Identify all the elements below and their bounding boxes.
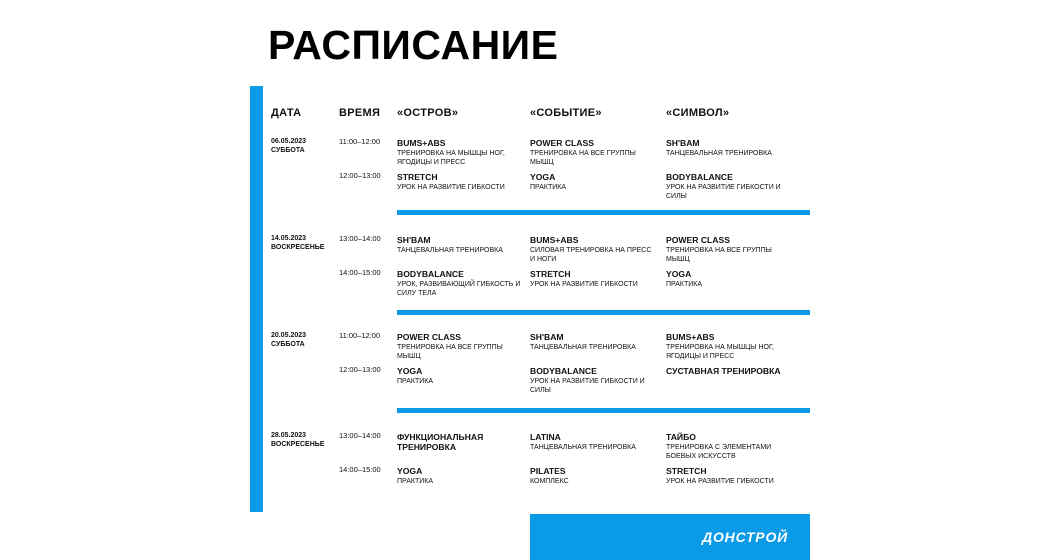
- class-cell: [397, 172, 525, 193]
- class-title: SH'BAM: [530, 332, 564, 342]
- class-title: STRETCH: [666, 466, 707, 476]
- class-cell: [530, 366, 658, 395]
- class-title: ФУНКЦИОНАЛЬНАЯ ТРЕНИРОВКА: [397, 432, 484, 452]
- class-title: BODYBALANCE: [397, 269, 464, 279]
- class-cell: [666, 235, 794, 264]
- header-time: ВРЕМЯ: [339, 107, 381, 119]
- class-title: СУСТАВНАЯ ТРЕНИРОВКА: [666, 366, 781, 376]
- class-description: ПРАКТИКА: [666, 281, 703, 288]
- header-hall-sobytie: «СОБЫТИЕ»: [530, 107, 602, 119]
- date-value: 14.05.2023: [271, 235, 307, 242]
- header-date: ДАТА: [271, 107, 302, 119]
- accent-bar: [250, 86, 263, 512]
- class-cell: [397, 332, 525, 361]
- class-description: ТАНЦЕВАЛЬНАЯ ТРЕНИРОВКА: [530, 344, 636, 351]
- class-cell: [530, 466, 658, 487]
- class-description: ТАНЦЕВАЛЬНАЯ ТРЕНИРОВКА: [397, 247, 503, 254]
- class-description: СИЛОВАЯ ТРЕНИРОВКА НА ПРЕСС И НОГИ: [530, 247, 652, 263]
- time-slot: 11:00–12:00: [339, 137, 381, 146]
- class-description: ТРЕНИРОВКА НА МЫШЦЫ НОГ, ЯГОДИЦЫ И ПРЕСС: [666, 344, 774, 360]
- class-description: ТРЕНИРОВКА НА ВСЕ ГРУППЫ МЫШЦ: [397, 344, 503, 360]
- header-hall-ostrov: «ОСТРОВ»: [397, 107, 459, 119]
- class-description: УРОК НА РАЗВИТИЕ ГИБКОСТИ И СИЛЫ: [530, 378, 645, 394]
- day-separator: [397, 310, 810, 315]
- class-description: ТРЕНИРОВКА НА ВСЕ ГРУППЫ МЫШЦ: [666, 247, 772, 263]
- weekday-value: ВОСКРЕСЕНЬЕ: [271, 441, 325, 448]
- class-title: YOGA: [397, 366, 423, 376]
- class-title: POWER CLASS: [666, 235, 730, 245]
- class-cell: [666, 366, 794, 376]
- day-separator: [397, 408, 810, 413]
- day-date: [271, 331, 306, 349]
- class-title: YOGA: [530, 172, 556, 182]
- class-description: ПРАКТИКА: [530, 184, 567, 191]
- class-cell: [397, 269, 525, 298]
- day-date: [271, 137, 306, 155]
- header-hall-simvol: «СИМВОЛ»: [666, 107, 730, 119]
- class-title: ТАЙБО: [666, 432, 696, 442]
- weekday-value: СУББОТА: [271, 147, 305, 154]
- class-title: YOGA: [397, 466, 423, 476]
- class-cell: [530, 172, 658, 193]
- class-cell: [397, 466, 525, 487]
- class-title: BUMS+ABS: [397, 138, 446, 148]
- page-title: РАСПИСАНИЕ: [268, 22, 559, 68]
- class-description: УРОК НА РАЗВИТИЕ ГИБКОСТИ: [666, 478, 774, 485]
- day-date: [271, 234, 324, 252]
- class-cell: [666, 332, 794, 361]
- class-cell: [530, 332, 658, 353]
- class-description: ПРАКТИКА: [397, 478, 434, 485]
- time-slot: 12:00–13:00: [339, 171, 381, 180]
- day-separator: [397, 210, 810, 215]
- class-title: STRETCH: [397, 172, 438, 182]
- time-slot: 13:00–14:00: [339, 431, 381, 440]
- class-cell: [666, 466, 794, 487]
- class-title: BODYBALANCE: [530, 366, 597, 376]
- class-description: ПРАКТИКА: [397, 378, 434, 385]
- brand-logo: ДОНСТРОЙ: [702, 529, 788, 545]
- time-slot: 13:00–14:00: [339, 234, 381, 243]
- class-cell: [530, 235, 658, 264]
- brand-box: [530, 514, 810, 560]
- date-value: 06.05.2023: [271, 138, 307, 145]
- time-slot: 14:00–15:00: [339, 465, 381, 474]
- time-slot: 14:00–15:00: [339, 268, 381, 277]
- class-description: ТАНЦЕВАЛЬНАЯ ТРЕНИРОВКА: [666, 150, 772, 157]
- class-title: SH'BAM: [397, 235, 431, 245]
- class-cell: [397, 235, 525, 256]
- class-cell: [397, 138, 525, 167]
- class-title: POWER CLASS: [530, 138, 594, 148]
- class-description: ТАНЦЕВАЛЬНАЯ ТРЕНИРОВКА: [530, 444, 636, 451]
- class-description: УРОК НА РАЗВИТИЕ ГИБКОСТИ: [530, 281, 638, 288]
- class-title: PILATES: [530, 466, 566, 476]
- class-title: LATINA: [530, 432, 561, 442]
- class-title: SH'BAM: [666, 138, 700, 148]
- class-cell: [530, 432, 658, 453]
- weekday-value: СУББОТА: [271, 341, 305, 348]
- class-description: УРОК НА РАЗВИТИЕ ГИБКОСТИ: [397, 184, 505, 191]
- class-title: BUMS+ABS: [530, 235, 579, 245]
- date-value: 20.05.2023: [271, 332, 307, 339]
- class-description: УРОК НА РАЗВИТИЕ ГИБКОСТИ И СИЛЫ: [666, 184, 781, 200]
- class-description: ТРЕНИРОВКА НА ВСЕ ГРУППЫ МЫШЦ: [530, 150, 636, 166]
- class-description: ТРЕНИРОВКА НА МЫШЦЫ НОГ, ЯГОДИЦЫ И ПРЕСС: [397, 150, 505, 166]
- class-description: УРОК, РАЗВИВАЮЩИЙ ГИБКОСТЬ И СИЛУ ТЕЛА: [397, 281, 521, 297]
- weekday-value: ВОСКРЕСЕНЬЕ: [271, 244, 325, 251]
- class-description: ТРЕНИРОВКА С ЭЛЕМЕНТАМИ БОЕВЫХ ИСКУССТВ: [666, 444, 772, 460]
- time-slot: 11:00–12:00: [339, 331, 381, 340]
- class-cell: [666, 172, 794, 201]
- class-title: STRETCH: [530, 269, 571, 279]
- date-value: 28.05.2023: [271, 432, 307, 439]
- class-cell: [666, 269, 794, 290]
- class-title: YOGA: [666, 269, 692, 279]
- class-title: BODYBALANCE: [666, 172, 733, 182]
- class-cell: [530, 269, 658, 290]
- class-cell: [666, 432, 794, 461]
- class-cell: [530, 138, 658, 167]
- class-title: BUMS+ABS: [666, 332, 715, 342]
- class-title: POWER CLASS: [397, 332, 461, 342]
- time-slot: 12:00–13:00: [339, 365, 381, 374]
- day-date: [271, 431, 324, 449]
- class-description: КОМПЛЕКС: [530, 478, 569, 485]
- class-cell: [666, 138, 794, 159]
- class-cell: [397, 366, 525, 387]
- class-cell: [397, 432, 525, 452]
